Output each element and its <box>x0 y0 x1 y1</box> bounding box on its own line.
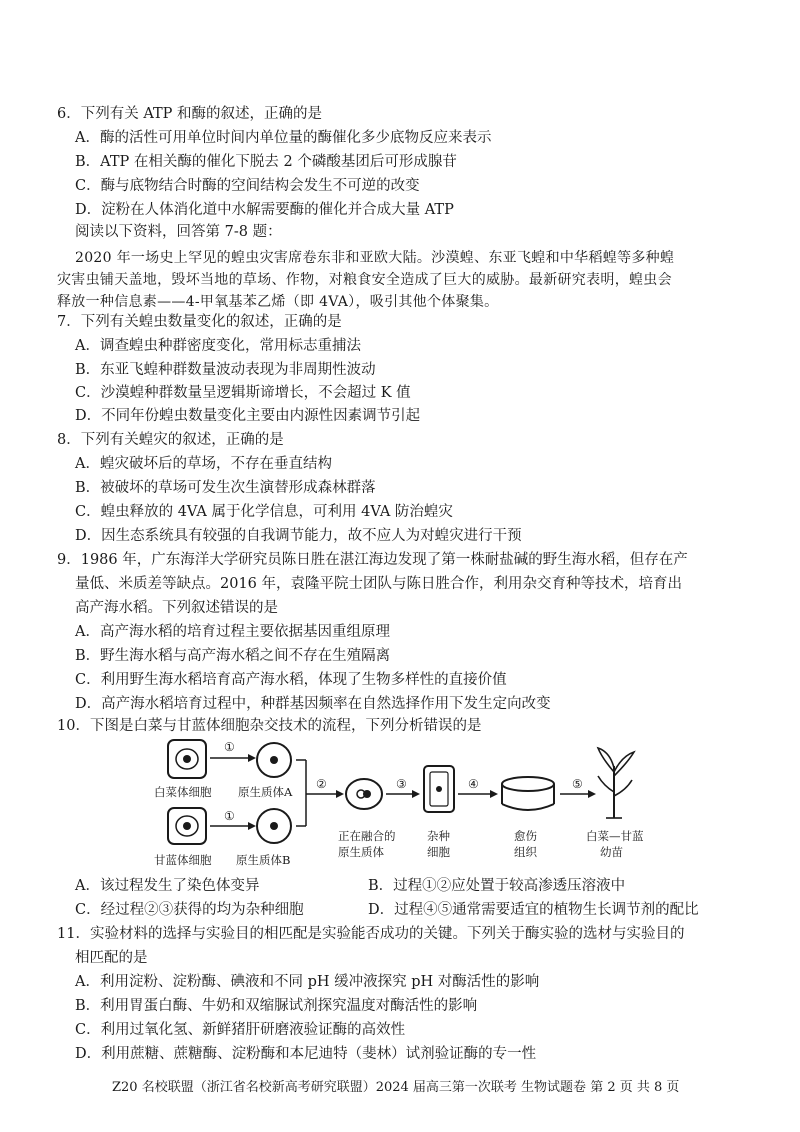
q11-option-d: D．利用蔗糖、蔗糖酶、淀粉酶和本尼迪特（斐林）试剂验证酶的专一性 <box>75 1046 537 1062</box>
q9-option-c: C．利用野生海水稻培育高产海水稻，体现了生物多样性的直接价值 <box>75 672 507 688</box>
q9-stem-line-2: 量低、米质差等缺点。2016 年，袁隆平院士团队与陈日胜合作，利用杂交育种等技术，培育出 <box>75 576 683 592</box>
q11-stem-line-1: 11．实验材料的选择与实验目的相匹配是实验能否成功的关键。下列关于酶实验的选材与实验目的 <box>57 926 685 942</box>
q8-option-d: D．因生态系统具有较强的自我调节能力，故不应人为对蝗灾进行干预 <box>75 528 522 544</box>
step-1-label-bottom: ① <box>224 809 235 823</box>
q7-option-d: D．不同年份蝗虫数量变化主要由内源性因素调节引起 <box>75 408 421 424</box>
arrow-3-head <box>412 790 420 798</box>
q8-stem: 8．下列有关蝗灾的叙述，正确的是 <box>57 432 284 448</box>
q11-option-a: A．利用淀粉、淀粉酶、碘液和不同 pH 缓冲液探究 pH 对酶活性的影响 <box>75 974 540 990</box>
kale-cell-label: 甘蓝体细胞 <box>154 853 212 867</box>
q10-option-b: B．过程①②应处置于较高渗透压溶液中 <box>368 878 626 894</box>
reading-intro: 阅读以下资料，回答第 7-8 题： <box>75 224 282 240</box>
protoplast-b-icon <box>257 809 291 843</box>
seedling-icon <box>598 748 634 818</box>
passage-line-3: 释放一种信息素——4-甲氧基苯乙烯（即 4VA），吸引其他个体聚集。 <box>57 294 499 310</box>
page-footer: Z20 名校联盟（浙江省名校新高考研究联盟）2024 届高三第一次联考 生物试题卷 第 2 页 共 8 页 <box>112 1080 680 1095</box>
q9-stem-line-1: 9．1986 年，广东海洋大学研究员陈日胜在湛江海边发现了第一株耐盐碱的野生海水稻，但存在产 <box>57 552 688 568</box>
q8-option-b: B．被破坏的草场可发生次生演替形成森林群落 <box>75 480 376 496</box>
arrow-1-bottom-head <box>248 822 256 830</box>
fusing-label-1: 正在融合的 <box>338 829 396 843</box>
fusing-label-2: 原生质体 <box>338 845 384 859</box>
cabbage-cell-icon <box>168 740 206 778</box>
step-5-label: ⑤ <box>572 777 583 791</box>
callus-label-2: 组织 <box>514 845 537 859</box>
kale-cell-icon <box>168 808 206 844</box>
hybrid-cell-icon <box>424 766 454 812</box>
arrow-1-top-head <box>248 754 256 762</box>
passage-line-2: 灾害虫铺天盖地，毁坏当地的草场、作物，对粮食安全造成了巨大的威胁。最新研究表明，蝗虫会 <box>57 272 672 288</box>
q9-option-b: B．野生海水稻与高产海水稻之间不存在生殖隔离 <box>75 648 391 664</box>
passage-line-1: 2020 年一场史上罕见的蝗虫灾害席卷东非和亚欧大陆。沙漠蝗、东亚飞蝗和中华稻蝗等多种蝗 <box>75 250 675 266</box>
q9-option-d: D．高产海水稻培育过程中，种群基因频率在自然选择作用下发生定向改变 <box>75 696 551 712</box>
step-3-label: ③ <box>396 777 407 791</box>
step-4-label: ④ <box>468 777 479 791</box>
hybrid-label-2: 细胞 <box>427 845 450 859</box>
cabbage-cell-label: 白菜体细胞 <box>154 785 212 799</box>
q10-option-c: C．经过程②③获得的均为杂种细胞 <box>75 902 304 918</box>
q8-option-c: C．蝗虫释放的 4VA 属于化学信息，可利用 4VA 防治蝗灾 <box>75 504 453 520</box>
q10-option-d: D．过程④⑤通常需要适宜的植物生长调节剂的配比 <box>368 902 699 918</box>
somatic-hybridization-diagram <box>140 736 740 876</box>
callus-icon <box>502 777 554 810</box>
arrow-5-head <box>588 790 596 798</box>
protoplast-a-icon <box>257 743 291 777</box>
q6-option-c: C．酶与底物结合时酶的空间结构会发生不可逆的改变 <box>75 178 420 194</box>
seedling-label-2: 幼苗 <box>600 845 623 859</box>
q8-option-a: A．蝗灾破坏后的草场，不存在垂直结构 <box>75 456 332 472</box>
q9-stem-line-3: 高产海水稻。下列叙述错误的是 <box>75 600 278 616</box>
protoplast-b-label: 原生质体B <box>236 853 291 867</box>
q11-stem-line-2: 相匹配的是 <box>75 950 148 966</box>
q7-stem: 7．下列有关蝗虫数量变化的叙述，正确的是 <box>57 314 342 330</box>
q10-stem: 10．下图是白菜与甘蓝体细胞杂交技术的流程，下列分析错误的是 <box>57 718 482 734</box>
step-2-label: ② <box>316 777 327 791</box>
hybrid-label-1: 杂种 <box>427 829 450 843</box>
callus-label-1: 愈伤 <box>514 829 537 843</box>
seedling-label-1: 白菜—甘蓝 <box>586 829 644 843</box>
q7-option-c: C．沙漠蝗种群数量呈逻辑斯谛增长，不会超过 K 值 <box>75 385 411 401</box>
q7-option-a: A．调查蝗虫种群密度变化，常用标志重捕法 <box>75 338 361 354</box>
protoplast-a-label: 原生质体A <box>238 785 293 799</box>
q9-option-a: A．高产海水稻的培育过程主要依据基因重组原理 <box>75 624 390 640</box>
q6-stem: 6．下列有关 ATP 和酶的叙述，正确的是 <box>57 106 323 122</box>
q6-option-a: A．酶的活性可用单位时间内单位量的酶催化多少底物反应来表示 <box>75 130 492 146</box>
q10-option-a: A．该过程发生了染色体变异 <box>75 878 260 894</box>
q11-option-b: B．利用胃蛋白酶、牛奶和双缩脲试剂探究温度对酶活性的影响 <box>75 998 478 1014</box>
step-1-label-top: ① <box>224 740 235 754</box>
fusing-protoplast-icon <box>346 779 382 809</box>
q6-option-d: D．淀粉在人体消化道中水解需要酶的催化并合成大量 ATP <box>75 202 454 218</box>
arrow-2-head <box>336 790 344 798</box>
arrow-4-head <box>490 790 498 798</box>
q6-option-b: B．ATP 在相关酶的催化下脱去 2 个磷酸基团后可形成腺苷 <box>75 154 457 170</box>
q7-option-b: B．东亚飞蝗种群数量波动表现为非周期性波动 <box>75 362 376 378</box>
q11-option-c: C．利用过氧化氢、新鲜猪肝研磨液验证酶的高效性 <box>75 1022 406 1038</box>
